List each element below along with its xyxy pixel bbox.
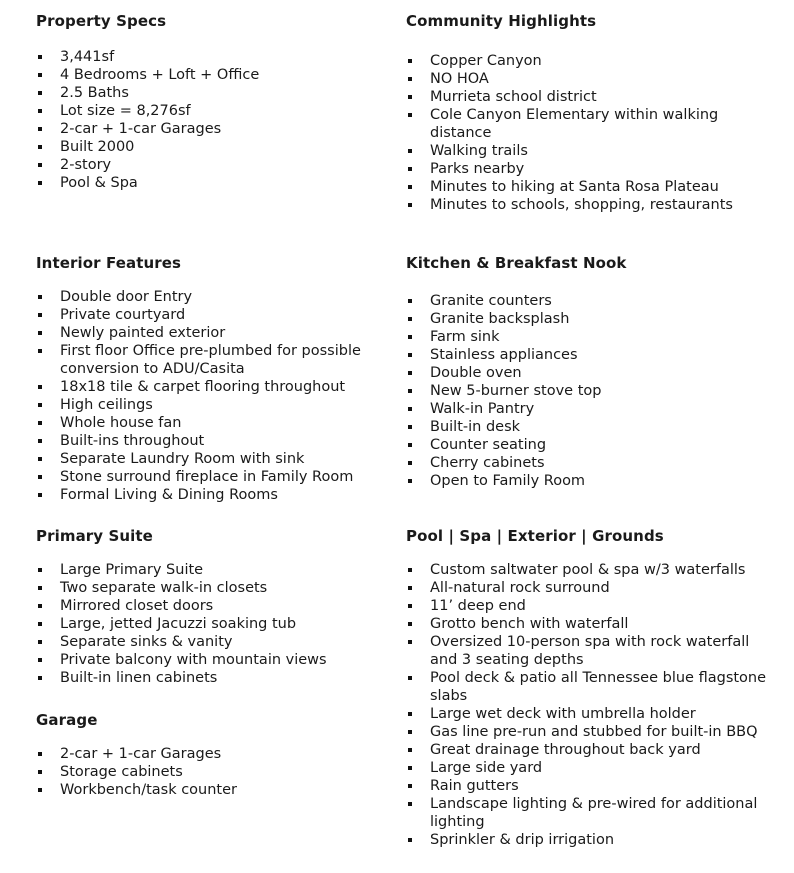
bullet-list <box>406 561 770 849</box>
section-primary-suite <box>36 527 416 686</box>
section-title: Pool | Spa | Exterior | Grounds <box>406 527 664 545</box>
square-bullet-icon <box>38 163 42 167</box>
section-community-highlights <box>406 12 786 213</box>
square-bullet-icon <box>38 752 42 756</box>
list-item <box>36 156 400 174</box>
list-item-text: Custom saltwater pool & spa w/3 waterfalls <box>430 562 746 578</box>
square-bullet-icon <box>408 586 412 590</box>
list-item <box>36 414 400 432</box>
list-item <box>36 288 400 306</box>
list-item-text: Large Primary Suite <box>60 562 204 578</box>
list-item-text: Large, jetted Jacuzzi soaking tub <box>60 616 297 632</box>
list-item <box>406 88 770 106</box>
square-bullet-icon <box>408 203 412 207</box>
square-bullet-icon <box>408 149 412 153</box>
list-item <box>36 342 400 378</box>
list-item <box>36 633 400 651</box>
square-bullet-icon <box>408 604 412 608</box>
section-title: Primary Suite <box>36 527 153 545</box>
bullet-list <box>36 561 400 687</box>
list-item-text: 2.5 Baths <box>60 85 129 101</box>
square-bullet-icon <box>408 461 412 465</box>
square-bullet-icon <box>408 622 412 626</box>
list-item <box>406 310 770 328</box>
square-bullet-icon <box>38 109 42 113</box>
list-item-text: High ceilings <box>60 397 153 413</box>
section-kitchen <box>406 254 786 489</box>
list-item-text: Pool & Spa <box>60 175 138 191</box>
list-item <box>406 561 770 579</box>
list-item-text: Copper Canyon <box>430 53 542 69</box>
list-item <box>406 364 770 382</box>
list-item <box>36 561 400 579</box>
list-item-text: Lot size = 8,276sf <box>60 103 191 119</box>
list-item-text: Built-ins throughout <box>60 433 205 449</box>
list-item <box>36 763 400 781</box>
list-item-text: Landscape lighting & pre-wired for additional lighting <box>430 796 758 830</box>
square-bullet-icon <box>38 313 42 317</box>
list-item <box>36 468 400 486</box>
square-bullet-icon <box>408 838 412 842</box>
list-item-text: Separate sinks & vanity <box>60 634 233 650</box>
list-item-text: Large wet deck with umbrella holder <box>430 706 696 722</box>
list-item-text: Oversized 10-person spa with rock waterfall and 3 seating depths <box>430 634 750 668</box>
square-bullet-icon <box>38 91 42 95</box>
square-bullet-icon <box>38 439 42 443</box>
list-item <box>406 795 770 831</box>
list-item-text: Great drainage throughout back yard <box>430 742 701 758</box>
list-item <box>406 436 770 454</box>
section-title: Kitchen & Breakfast Nook <box>406 254 627 272</box>
square-bullet-icon <box>38 55 42 59</box>
bullet-list <box>36 48 400 192</box>
list-item <box>406 70 770 88</box>
list-item <box>36 615 400 633</box>
list-item-text: Private courtyard <box>60 307 186 323</box>
square-bullet-icon <box>38 475 42 479</box>
list-item <box>36 396 400 414</box>
list-item-text: Newly painted exterior <box>60 325 226 341</box>
square-bullet-icon <box>408 167 412 171</box>
square-bullet-icon <box>408 784 412 788</box>
square-bullet-icon <box>408 353 412 357</box>
list-item-text: Rain gutters <box>430 778 519 794</box>
list-item <box>406 196 770 214</box>
square-bullet-icon <box>408 748 412 752</box>
square-bullet-icon <box>408 113 412 117</box>
square-bullet-icon <box>408 443 412 447</box>
square-bullet-icon <box>38 788 42 792</box>
list-item <box>36 579 400 597</box>
list-item-text: 18x18 tile & carpet flooring throughout <box>60 379 346 395</box>
list-item <box>406 472 770 490</box>
list-item-text: Farm sink <box>430 329 500 345</box>
square-bullet-icon <box>408 425 412 429</box>
list-item-text: Storage cabinets <box>60 764 183 780</box>
list-item <box>36 450 400 468</box>
bullet-list <box>406 292 770 490</box>
list-item <box>406 52 770 70</box>
list-item-text: 2-car + 1-car Garages <box>60 121 222 137</box>
list-item-text: Mirrored closet doors <box>60 598 214 614</box>
square-bullet-icon <box>38 331 42 335</box>
list-item-text: New 5-burner stove top <box>430 383 602 399</box>
list-item-text: Built-in desk <box>430 419 521 435</box>
square-bullet-icon <box>408 95 412 99</box>
list-item-text: Double oven <box>430 365 522 381</box>
list-item <box>406 346 770 364</box>
list-item-text: Stone surround fireplace in Family Room <box>60 469 354 485</box>
list-item-text: Double door Entry <box>60 289 193 305</box>
list-item-text: Formal Living & Dining Rooms <box>60 487 278 503</box>
square-bullet-icon <box>38 295 42 299</box>
list-item-text: Grotto bench with waterfall <box>430 616 629 632</box>
list-item <box>406 418 770 436</box>
list-item-text: 3,441sf <box>60 49 115 65</box>
square-bullet-icon <box>38 421 42 425</box>
list-item <box>36 432 400 450</box>
square-bullet-icon <box>38 349 42 353</box>
bullet-list <box>36 745 400 799</box>
list-item-text: 2-story <box>60 157 112 173</box>
list-item <box>406 382 770 400</box>
section-property-specs <box>36 12 416 191</box>
square-bullet-icon <box>38 622 42 626</box>
square-bullet-icon <box>38 676 42 680</box>
list-item-text: Built-in linen cabinets <box>60 670 218 686</box>
list-item <box>406 723 770 741</box>
list-item <box>406 106 770 142</box>
list-item <box>406 579 770 597</box>
square-bullet-icon <box>38 568 42 572</box>
list-item <box>36 174 400 192</box>
section-title: Property Specs <box>36 12 167 30</box>
list-item-text: Walk-in Pantry <box>430 401 535 417</box>
square-bullet-icon <box>408 59 412 63</box>
square-bullet-icon <box>408 479 412 483</box>
section-pool-spa-exterior <box>406 527 786 848</box>
list-item <box>36 138 400 156</box>
list-item <box>406 831 770 849</box>
square-bullet-icon <box>38 604 42 608</box>
square-bullet-icon <box>38 457 42 461</box>
list-item-text: Built 2000 <box>60 139 135 155</box>
list-item-text: All-natural rock surround <box>430 580 610 596</box>
list-item <box>36 669 400 687</box>
square-bullet-icon <box>38 127 42 131</box>
list-item-text: Private balcony with mountain views <box>60 652 327 668</box>
list-item-text: Walking trails <box>430 143 528 159</box>
list-item-text: Separate Laundry Room with sink <box>60 451 305 467</box>
list-item <box>406 705 770 723</box>
list-item-text: Parks nearby <box>430 161 525 177</box>
list-item-text: Minutes to hiking at Santa Rosa Plateau <box>430 179 719 195</box>
square-bullet-icon <box>408 640 412 644</box>
list-item <box>406 454 770 472</box>
square-bullet-icon <box>408 299 412 303</box>
section-interior-features <box>36 254 416 503</box>
square-bullet-icon <box>408 77 412 81</box>
list-item <box>36 120 400 138</box>
list-item <box>406 400 770 418</box>
square-bullet-icon <box>408 317 412 321</box>
list-item <box>406 777 770 795</box>
list-item-text: Counter seating <box>430 437 547 453</box>
list-item <box>406 328 770 346</box>
list-item-text: Sprinkler & drip irrigation <box>430 832 615 848</box>
list-item-text: Open to Family Room <box>430 473 586 489</box>
list-item-text: Two separate walk-in closets <box>60 580 268 596</box>
list-item <box>36 781 400 799</box>
square-bullet-icon <box>408 335 412 339</box>
square-bullet-icon <box>408 676 412 680</box>
list-item <box>36 486 400 504</box>
list-item <box>36 306 400 324</box>
list-item <box>36 84 400 102</box>
square-bullet-icon <box>408 407 412 411</box>
square-bullet-icon <box>408 802 412 806</box>
square-bullet-icon <box>38 586 42 590</box>
list-item <box>36 378 400 396</box>
list-item-text: Whole house fan <box>60 415 182 431</box>
square-bullet-icon <box>38 770 42 774</box>
list-item <box>406 178 770 196</box>
list-item-text: Murrieta school district <box>430 89 597 105</box>
list-item <box>406 759 770 777</box>
list-item <box>406 292 770 310</box>
list-item <box>406 615 770 633</box>
square-bullet-icon <box>38 181 42 185</box>
list-item <box>406 669 770 705</box>
list-item <box>406 597 770 615</box>
list-item-text: Cherry cabinets <box>430 455 545 471</box>
list-item-text: Workbench/task counter <box>60 782 238 798</box>
square-bullet-icon <box>38 385 42 389</box>
list-item-text: Minutes to schools, shopping, restaurants <box>430 197 733 213</box>
section-title: Community Highlights <box>406 12 597 30</box>
square-bullet-icon <box>38 145 42 149</box>
square-bullet-icon <box>408 712 412 716</box>
list-item <box>36 324 400 342</box>
square-bullet-icon <box>38 493 42 497</box>
list-item-text: 11’ deep end <box>430 598 526 614</box>
list-item <box>36 66 400 84</box>
square-bullet-icon <box>408 730 412 734</box>
list-item <box>36 102 400 120</box>
bullet-list <box>406 52 770 214</box>
square-bullet-icon <box>38 658 42 662</box>
list-item <box>36 651 400 669</box>
list-item <box>406 142 770 160</box>
list-item-text: 4 Bedrooms + Loft + Office <box>60 67 260 83</box>
list-item <box>406 741 770 759</box>
list-item <box>36 597 400 615</box>
section-garage <box>36 711 416 798</box>
list-item-text: Granite counters <box>430 293 552 309</box>
list-item-text: Pool deck & patio all Tennessee blue flagstone slabs <box>430 670 767 704</box>
list-item <box>36 745 400 763</box>
list-item <box>406 633 770 669</box>
list-item <box>36 48 400 66</box>
square-bullet-icon <box>408 389 412 393</box>
list-item-text: 2-car + 1-car Garages <box>60 746 222 762</box>
square-bullet-icon <box>408 371 412 375</box>
square-bullet-icon <box>408 568 412 572</box>
list-item-text: Granite backsplash <box>430 311 570 327</box>
list-item-text: Large side yard <box>430 760 543 776</box>
list-item-text: Gas line pre-run and stubbed for built-in BBQ <box>430 724 758 740</box>
list-item-text: NO HOA <box>430 71 489 87</box>
list-item-text: Stainless appliances <box>430 347 578 363</box>
square-bullet-icon <box>38 403 42 407</box>
list-item <box>406 160 770 178</box>
list-item-text: First floor Office pre-plumbed for possible conversion to ADU/Casita <box>60 343 361 377</box>
square-bullet-icon <box>38 640 42 644</box>
bullet-list <box>36 288 400 504</box>
square-bullet-icon <box>38 73 42 77</box>
square-bullet-icon <box>408 185 412 189</box>
section-title: Garage <box>36 711 98 729</box>
section-title: Interior Features <box>36 254 182 272</box>
square-bullet-icon <box>408 766 412 770</box>
list-item-text: Cole Canyon Elementary within walking distance <box>430 107 719 141</box>
